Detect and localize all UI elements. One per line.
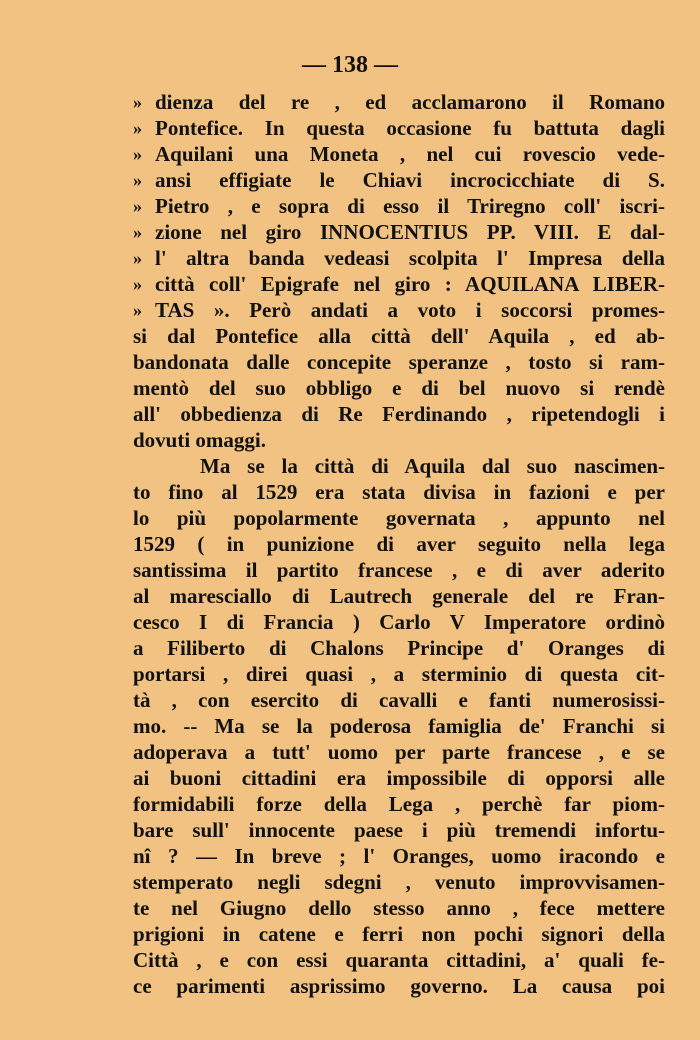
text-line xyxy=(133,401,665,427)
text-line xyxy=(133,453,665,479)
line-text: mentò del suo obbligo e di bel nuovo si rendè xyxy=(133,376,665,400)
text-line xyxy=(133,817,665,843)
text-line xyxy=(133,869,665,895)
text-line xyxy=(133,947,665,973)
quotation-mark: » xyxy=(133,196,142,216)
text-line xyxy=(133,713,665,739)
text-line xyxy=(133,219,665,245)
quotation-mark: » xyxy=(133,144,142,164)
text-line xyxy=(133,843,665,869)
line-text: ai buoni cittadini era impossibile di opporsi alle xyxy=(133,766,665,790)
line-text: ansi effigiate le Chiavi incrocicchiate di S. xyxy=(155,168,665,192)
text-line xyxy=(133,297,665,323)
line-text: ce parimenti asprissimo governo. La causa poi xyxy=(133,974,665,998)
line-text: zione nel giro INNOCENTIUS PP. VIII. E dal- xyxy=(155,220,665,244)
quotation-mark: » xyxy=(133,170,142,190)
text-line xyxy=(133,609,665,635)
text-line xyxy=(133,531,665,557)
line-text: lo più popolarmente governata , appunto nel xyxy=(133,506,665,530)
text-line xyxy=(133,375,665,401)
line-text: dovuti omaggi. xyxy=(133,428,267,452)
text-line xyxy=(133,245,665,271)
page-number: — 138 — xyxy=(302,52,398,78)
text-line xyxy=(133,973,665,999)
page-body-text xyxy=(133,89,665,999)
line-text: l' altra banda vedeasi scolpita l' Impresa della xyxy=(155,246,665,270)
line-text: to fino al 1529 era stata divisa in fazioni e per xyxy=(133,480,665,504)
line-text: santissima il partito francese , e di aver aderito xyxy=(133,558,665,582)
line-text: al maresciallo di Lautrech generale del re Fran- xyxy=(133,584,665,608)
text-line xyxy=(133,921,665,947)
text-line xyxy=(133,271,665,297)
text-line xyxy=(133,895,665,921)
text-line xyxy=(133,89,665,115)
line-text: bare sull' innocente paese i più tremendi infortu- xyxy=(133,818,665,842)
line-text: Pontefice. In questa occasione fu battuta dagli xyxy=(155,116,665,140)
line-text: Pietro , e sopra di esso il Triregno coll' iscri- xyxy=(155,194,665,218)
line-text: città coll' Epigrafe nel giro : AQUILANA LIBER- xyxy=(155,272,665,296)
line-text: stemperato negli sdegni , venuto improvvisamen- xyxy=(133,870,665,894)
text-line xyxy=(133,505,665,531)
text-line xyxy=(133,141,665,167)
text-line xyxy=(133,557,665,583)
line-text: Aquilani una Moneta , nel cui rovescio vede- xyxy=(155,142,665,166)
text-line xyxy=(133,323,665,349)
line-text: all' obbedienza di Re Ferdinando , ripetendogli i xyxy=(133,402,665,426)
text-line xyxy=(133,427,665,453)
quotation-mark: » xyxy=(133,92,142,112)
text-line xyxy=(133,765,665,791)
text-line xyxy=(133,479,665,505)
line-text: dienza del re , ed acclamarono il Romano xyxy=(155,90,665,114)
text-line xyxy=(133,193,665,219)
text-line xyxy=(133,583,665,609)
line-text: 1529 ( in punizione di aver seguito nella lega xyxy=(133,532,665,556)
line-text: Ma se la città di Aquila dal suo nascimen- xyxy=(200,454,665,478)
text-line xyxy=(133,687,665,713)
quotation-mark: » xyxy=(133,118,142,138)
line-text: mo. -- Ma se la poderosa famiglia de' Franchi si xyxy=(133,714,665,738)
line-text: nî ? — In breve ; l' Oranges, uomo iracondo e xyxy=(133,844,665,868)
quotation-mark: » xyxy=(133,274,142,294)
text-line xyxy=(133,349,665,375)
text-line xyxy=(133,661,665,687)
line-text: si dal Pontefice alla città dell' Aquila , ed ab- xyxy=(133,324,665,348)
line-text: TAS ». Però andati a voto i soccorsi promes- xyxy=(155,298,665,322)
text-line xyxy=(133,115,665,141)
line-text: a Filiberto di Chalons Principe d' Oranges di xyxy=(133,636,665,660)
text-line xyxy=(133,167,665,193)
line-text: te nel Giugno dello stesso anno , fece mettere xyxy=(133,896,665,920)
quotation-mark: » xyxy=(133,300,142,320)
text-line xyxy=(133,739,665,765)
text-line xyxy=(133,635,665,661)
line-text: bandonata dalle concepite speranze , tosto si ram- xyxy=(133,350,665,374)
text-line xyxy=(133,791,665,817)
line-text: formidabili forze della Lega , perchè far piom- xyxy=(133,792,665,816)
line-text: Città , e con essi quaranta cittadini, a' quali fe- xyxy=(133,948,665,972)
line-text: adoperava a tutt' uomo per parte francese , e se xyxy=(133,740,665,764)
quotation-mark: » xyxy=(133,222,142,242)
line-text: portarsi , direi quasi , a sterminio di questa cit- xyxy=(133,662,665,686)
line-text: tà , con esercito di cavalli e fanti numerosissi- xyxy=(133,688,665,712)
line-text: cesco I di Francia ) Carlo V Imperatore ordinò xyxy=(133,610,665,634)
quotation-mark: » xyxy=(133,248,142,268)
line-text: prigioni in catene e ferri non pochi signori della xyxy=(133,922,665,946)
